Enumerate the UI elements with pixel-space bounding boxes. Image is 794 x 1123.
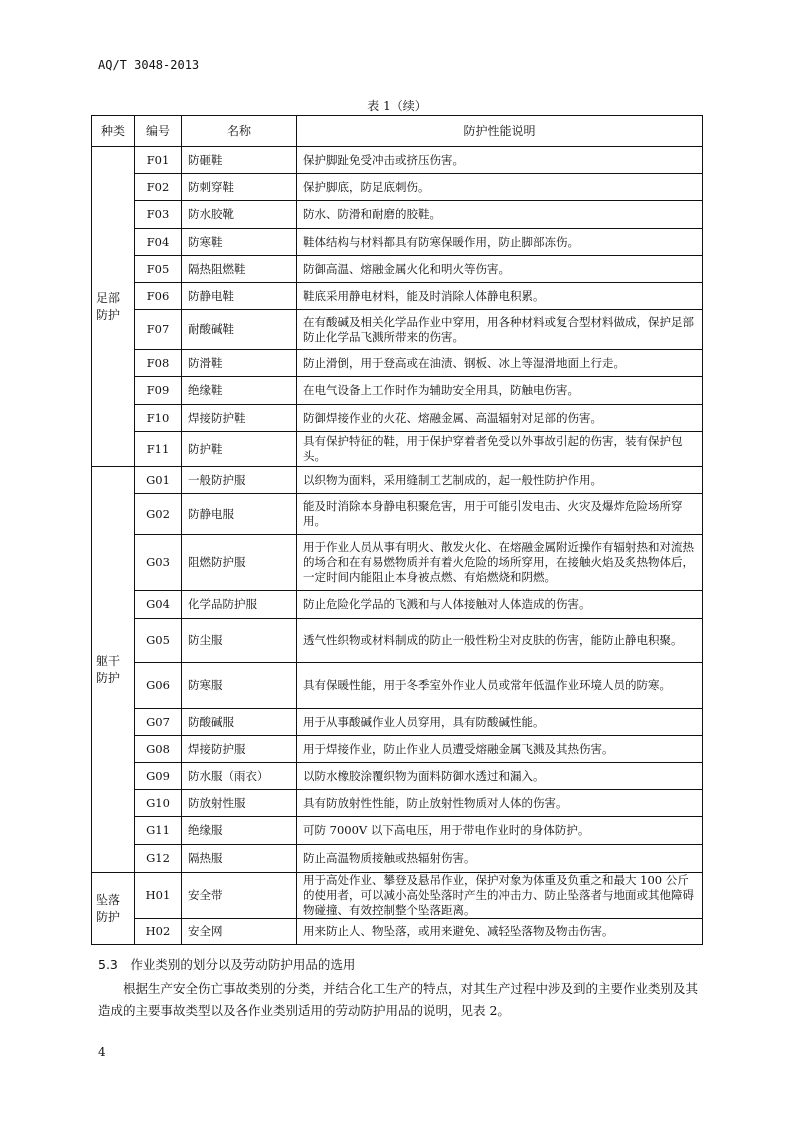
name-cell: 防水服（雨衣） <box>182 763 297 790</box>
code-cell: G11 <box>135 817 182 845</box>
description-cell: 鞋底采用静电材料，能及时消除人体静电积累。 <box>297 283 703 310</box>
code-cell: G07 <box>135 709 182 736</box>
name-cell: 绝缘服 <box>182 817 297 845</box>
description-cell: 鞋体结构与材料都具有防寒保暖作用，防止脚部冻伤。 <box>297 229 703 256</box>
description-cell: 在电气设备上工作时作为辅助安全用具，防触电伤害。 <box>297 377 703 405</box>
code-cell: F11 <box>135 432 182 467</box>
name-cell: 安全带 <box>182 873 297 919</box>
description-cell: 用于焊接作业，防止作业人员遭受熔融金属飞溅及其热伤害。 <box>297 736 703 763</box>
name-cell: 防尘服 <box>182 619 297 663</box>
table-row <box>92 310 703 350</box>
code-cell: F08 <box>135 350 182 377</box>
code-cell: H01 <box>135 873 182 919</box>
code-cell: G05 <box>135 619 182 663</box>
table-row <box>92 256 703 283</box>
table-row <box>92 736 703 763</box>
table-row <box>92 663 703 709</box>
code-cell: G12 <box>135 845 182 873</box>
description-cell: 防止危险化学品的飞溅和与人体接触对人体造成的伤害。 <box>297 591 703 619</box>
table-row <box>92 619 703 663</box>
table-row <box>92 174 703 201</box>
description-cell: 防御焊接作业的火花、熔融金属、高温辐射对足部的伤害。 <box>297 405 703 432</box>
table-row <box>92 709 703 736</box>
table-row <box>92 790 703 817</box>
description-cell: 以防水橡胶涂覆织物为面料防御水透过和漏入。 <box>297 763 703 790</box>
name-cell: 隔热阻燃鞋 <box>182 256 297 283</box>
description-cell: 透气性织物或材料制成的防止一般性粉尘对皮肤的伤害，能防止静电积聚。 <box>297 619 703 663</box>
name-cell: 隔热服 <box>182 845 297 873</box>
description-cell: 用来防止人、物坠落，或用来避免、减轻坠落物及物击伤害。 <box>297 919 703 945</box>
description-cell: 能及时消除本身静电积聚危害，用于可能引发电击、火灾及爆炸危险场所穿用。 <box>297 494 703 535</box>
category-label: 躯干防护 <box>96 653 121 685</box>
code-cell: F10 <box>135 405 182 432</box>
description-cell: 保护脚底，防足底刺伤。 <box>297 174 703 201</box>
code-cell: G04 <box>135 591 182 619</box>
table-row <box>92 494 703 535</box>
category-label: 足部防护 <box>96 290 121 322</box>
code-cell: G02 <box>135 494 182 535</box>
description-cell: 防水、防滑和耐磨的胶鞋。 <box>297 201 703 229</box>
table-row <box>92 535 703 591</box>
code-cell: G08 <box>135 736 182 763</box>
name-cell: 化学品防护服 <box>182 591 297 619</box>
table-row <box>92 873 703 919</box>
code-cell: F09 <box>135 377 182 405</box>
code-cell: F03 <box>135 201 182 229</box>
table-row <box>92 377 703 405</box>
name-cell: 防静电服 <box>182 494 297 535</box>
category-cell <box>92 147 135 467</box>
description-cell: 在有酸碱及相关化学品作业中穿用，用各种材料或复合型材料做成，保护足部防止化学品飞溅所带来的伤害。 <box>297 310 703 350</box>
name-cell: 焊接防护服 <box>182 736 297 763</box>
table-row <box>92 919 703 945</box>
column-header: 编号 <box>135 116 182 147</box>
table-row <box>92 467 703 494</box>
category-label: 坠落防护 <box>96 892 121 924</box>
description-cell: 防止高温物质接触或热辐射伤害。 <box>297 845 703 873</box>
name-cell: 防酸碱服 <box>182 709 297 736</box>
name-cell: 防护鞋 <box>182 432 297 467</box>
standard-number-header: AQ/T 3048-2013 <box>98 58 200 72</box>
code-cell: G10 <box>135 790 182 817</box>
table-row <box>92 763 703 790</box>
code-cell: F04 <box>135 229 182 256</box>
name-cell: 防刺穿鞋 <box>182 174 297 201</box>
code-cell: H02 <box>135 919 182 945</box>
name-cell: 绝缘鞋 <box>182 377 297 405</box>
table-row <box>92 350 703 377</box>
table-row <box>92 283 703 310</box>
code-cell: G06 <box>135 663 182 709</box>
name-cell: 一般防护服 <box>182 467 297 494</box>
column-header: 防护性能说明 <box>297 116 703 147</box>
name-cell: 防放射性服 <box>182 790 297 817</box>
table-row <box>92 229 703 256</box>
code-cell: F06 <box>135 283 182 310</box>
description-cell: 具有防放射性性能，防止放射性物质对人体的伤害。 <box>297 790 703 817</box>
description-cell: 可防 7000V 以下高电压，用于带电作业时的身体防护。 <box>297 817 703 845</box>
code-cell: F01 <box>135 147 182 174</box>
name-cell: 安全网 <box>182 919 297 945</box>
table-row <box>92 817 703 845</box>
column-header: 名称 <box>182 116 297 147</box>
ppe-table <box>91 115 703 945</box>
description-cell: 具有保暖性能，用于冬季室外作业人员或常年低温作业环境人员的防寒。 <box>297 663 703 709</box>
description-cell: 保护脚趾免受冲击或挤压伤害。 <box>297 147 703 174</box>
body-paragraph: 根据生产安全伤亡事故类别的分类，并结合化工生产的特点，对其生产过程中涉及到的主要作业类别及其造成的主要事故类型以及各作业类别适用的劳动防护用品的说明，见表 2。 <box>98 981 699 1018</box>
page-number: 4 <box>98 1045 106 1059</box>
description-cell: 用于高处作业、攀登及悬吊作业，保护对象为体重及负重之和最大 100 公斤的使用者，可以减小高处坠落时产生的冲击力、防止坠落者与地面或其他障碍物碰撞、有效控制整个坠落距离。 <box>297 873 703 919</box>
description-cell: 防止滑倒，用于登高或在油渍、钢板、冰上等湿滑地面上行走。 <box>297 350 703 377</box>
description-cell: 以织物为面料，采用缝制工艺制成的，起一般性防护作用。 <box>297 467 703 494</box>
code-cell: F05 <box>135 256 182 283</box>
table-row <box>92 405 703 432</box>
name-cell: 焊接防护鞋 <box>182 405 297 432</box>
name-cell: 防水胶靴 <box>182 201 297 229</box>
category-cell <box>92 873 135 945</box>
table-row <box>92 147 703 174</box>
table-row <box>92 591 703 619</box>
table-caption: 表 1（续） <box>367 99 427 113</box>
table-row <box>92 432 703 467</box>
code-cell: G09 <box>135 763 182 790</box>
table-header-row <box>92 116 703 147</box>
table-row <box>92 845 703 873</box>
section-heading: 5.3 作业类别的划分以及劳动防护用品的选用 <box>98 957 356 972</box>
name-cell: 防砸鞋 <box>182 147 297 174</box>
description-cell: 防御高温、熔融金属火化和明火等伤害。 <box>297 256 703 283</box>
name-cell: 防滑鞋 <box>182 350 297 377</box>
category-cell <box>92 467 135 873</box>
code-cell: F02 <box>135 174 182 201</box>
column-header: 种类 <box>92 116 135 147</box>
table-row <box>92 201 703 229</box>
name-cell: 防静电鞋 <box>182 283 297 310</box>
description-cell: 用于作业人员从事有明火、散发火化、在熔融金属附近操作有辐射热和对流热的场合和在有易燃物质并有着火危险的场所穿用，在接触火焰及炙热物体后，一定时间内能阻止本身被点燃、有焰燃烧和阴燃。 <box>297 535 703 591</box>
name-cell: 耐酸碱鞋 <box>182 310 297 350</box>
description-cell: 具有保护特征的鞋，用于保护穿着者免受以外事故引起的伤害，装有保护包头。 <box>297 432 703 467</box>
name-cell: 防寒鞋 <box>182 229 297 256</box>
name-cell: 阻燃防护服 <box>182 535 297 591</box>
description-cell: 用于从事酸碱作业人员穿用，具有防酸碱性能。 <box>297 709 703 736</box>
code-cell: G03 <box>135 535 182 591</box>
name-cell: 防寒服 <box>182 663 297 709</box>
code-cell: G01 <box>135 467 182 494</box>
code-cell: F07 <box>135 310 182 350</box>
